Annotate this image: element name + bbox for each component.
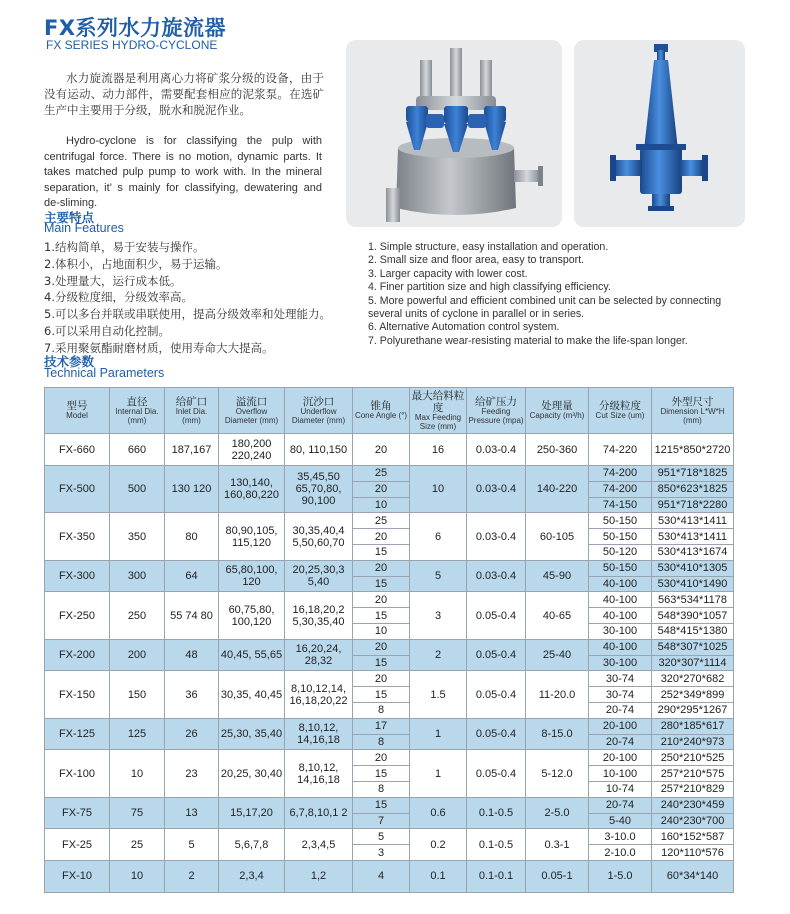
feature-cn-item: 5.可以多台并联或串联使用，提高分级效率和处理能力。 — [44, 307, 331, 322]
cell-max-feed: 6 — [410, 513, 467, 560]
cell-underflow: 16,20,24, 28,32 — [285, 639, 353, 671]
cell-angle: 15 — [353, 544, 410, 560]
feature-en-item: 3. Larger capacity with lower cost. — [368, 267, 528, 280]
cell-dim: 530*413*1411 — [652, 513, 734, 529]
header-max-feeding-size: 最大给料粒度 Max Feeding Size (mm) — [410, 388, 467, 434]
params-title-cn: 技术参数 — [44, 354, 95, 369]
cell-dim: 530*413*1674 — [652, 544, 734, 560]
cell-capacity: 2-5.0 — [526, 797, 589, 829]
cell-pressure: 0.1-0.5 — [467, 829, 526, 861]
header-cut-size: 分级粒度 Cut Size (um) — [589, 388, 652, 434]
feature-cn-item: 2.体积小，占地面积少，易于运输。 — [44, 256, 228, 271]
cell-model: FX-150 — [45, 671, 110, 718]
cell-dim: 280*185*617 — [652, 718, 734, 734]
cell-angle: 20 — [353, 560, 410, 576]
cell-max-feed: 0.1 — [410, 860, 467, 892]
technical-parameters-table — [44, 387, 734, 893]
cell-model: FX-25 — [45, 829, 110, 861]
cell-model: FX-660 — [45, 434, 110, 466]
cell-max-feed: 1 — [410, 718, 467, 750]
cell-dim: 530*410*1305 — [652, 560, 734, 576]
feature-en-item: 5. More powerful and efficient combined unit can be selected by connecting several units of cyclone in parallel or in series. — [368, 294, 722, 321]
cell-inlet: 5 — [165, 829, 219, 861]
intro-text-cn: 水力旋流器是利用离心力将矿浆分级的设备，由于没有运动、动力部件，需要配套相应的泥浆泵。在选矿生产中主要用于分级，脱水和脱泥作业。 — [44, 71, 324, 117]
cell-dim: 951*718*1825 — [652, 466, 734, 482]
feature-en-item: 7. Polyurethane wear-resisting material to make the life-span longer. — [368, 334, 688, 347]
cell-angle: 15 — [353, 655, 410, 671]
cell-model: FX-125 — [45, 718, 110, 750]
table-row — [45, 592, 734, 608]
cyclone-cluster-illustration — [346, 40, 562, 227]
feature-cn-item: 3.处理量大，运行成本低。 — [44, 273, 182, 288]
cell-dia: 300 — [110, 560, 165, 592]
cell-cut: 2-10.0 — [589, 845, 652, 861]
cell-dia: 250 — [110, 592, 165, 639]
cell-dim: 60*34*140 — [652, 860, 734, 892]
cell-capacity: 25-40 — [526, 639, 589, 671]
cell-underflow: 1,2 — [285, 860, 353, 892]
cyclone-cluster-photo — [346, 40, 562, 227]
cell-angle: 20 — [353, 639, 410, 655]
feature-en-item: 2. Small size and floor area, easy to transport. — [368, 254, 585, 267]
cell-cut: 10-74 — [589, 781, 652, 797]
cell-cut: 30-100 — [589, 623, 652, 639]
header-overflow-dia: 溢流口 Overflow Diameter (mm) — [219, 388, 285, 434]
cell-capacity: 140-220 — [526, 466, 589, 513]
cell-underflow: 8,10,12, 14,16,18 — [285, 750, 353, 797]
header-dimension: 外型尺寸 Dimension L*W*H (mm) — [652, 388, 734, 434]
cell-angle: 20 — [353, 434, 410, 466]
cell-pressure: 0.05-0.4 — [467, 639, 526, 671]
cell-cut: 50-150 — [589, 529, 652, 545]
cell-dim: 320*307*1114 — [652, 655, 734, 671]
cell-pressure: 0.03-0.4 — [467, 434, 526, 466]
cell-dia: 150 — [110, 671, 165, 718]
page-title-en: FX SERIES HYDRO-CYCLONE — [46, 38, 218, 52]
table-row — [45, 466, 734, 482]
header-inlet-dia: 给矿口 Inlet Dia. (mm) — [165, 388, 219, 434]
cell-capacity: 250-360 — [526, 434, 589, 466]
cell-angle: 8 — [353, 734, 410, 750]
cell-cut: 20-100 — [589, 750, 652, 766]
header-feeding-pressure: 给矿压力 Feeding Pressure (mpa) — [467, 388, 526, 434]
features-title-en: Main Features — [44, 221, 124, 235]
feature-en-item: 6. Alternative Automation control system. — [368, 321, 560, 334]
cell-model: FX-350 — [45, 513, 110, 560]
cell-cut: 20-74 — [589, 797, 652, 813]
cell-dim: 850*623*1825 — [652, 481, 734, 497]
table-row — [45, 560, 734, 576]
cell-cut: 30-74 — [589, 687, 652, 703]
features-list-cn — [44, 239, 331, 357]
cell-pressure: 0.1-0.1 — [467, 860, 526, 892]
cell-underflow: 8,10,12,14, 16,18,20,22 — [285, 671, 353, 718]
feature-cn-item: 6.可以采用自动化控制。 — [44, 323, 170, 338]
feature-en-item: 4. Finer partition size and high classifying efficiency. — [368, 281, 611, 294]
cell-max-feed: 2 — [410, 639, 467, 671]
params-title-en: Technical Parameters — [44, 366, 165, 380]
cell-overflow: 180,200 220,240 — [219, 434, 285, 466]
cell-dia: 10 — [110, 750, 165, 797]
cell-cut: 50-120 — [589, 544, 652, 560]
cell-angle: 15 — [353, 797, 410, 813]
table-row — [45, 829, 734, 845]
cell-dim: 160*152*587 — [652, 829, 734, 845]
cell-cut: 40-100 — [589, 576, 652, 592]
cell-underflow: 35,45,50 65,70,80, 90,100 — [285, 466, 353, 513]
table-row — [45, 671, 734, 687]
cell-inlet: 80 — [165, 513, 219, 560]
cell-model: FX-100 — [45, 750, 110, 797]
cell-underflow: 2,3,4,5 — [285, 829, 353, 861]
cell-cut: 74-150 — [589, 497, 652, 513]
cell-max-feed: 1.5 — [410, 671, 467, 718]
cell-angle: 17 — [353, 718, 410, 734]
cell-pressure: 0.05-0.4 — [467, 592, 526, 639]
cell-pressure: 0.03-0.4 — [467, 513, 526, 560]
cell-max-feed: 0.2 — [410, 829, 467, 861]
table-row — [45, 797, 734, 813]
cell-overflow: 60,75,80, 100,120 — [219, 592, 285, 639]
cell-angle: 10 — [353, 497, 410, 513]
cell-cut: 50-150 — [589, 513, 652, 529]
cell-angle: 25 — [353, 466, 410, 482]
cell-max-feed: 0.6 — [410, 797, 467, 829]
table-header-row — [45, 388, 734, 434]
features-title-cn: 主要特点 — [44, 210, 95, 225]
cell-cut: 10-100 — [589, 766, 652, 782]
features-list-en — [368, 241, 748, 348]
cell-dim: 320*270*682 — [652, 671, 734, 687]
cell-cut: 74-200 — [589, 466, 652, 482]
feature-en-item: 1. Simple structure, easy installation and operation. — [368, 241, 609, 253]
cell-inlet: 130 120 — [165, 466, 219, 513]
cell-cut: 1-5.0 — [589, 860, 652, 892]
cell-cut: 20-100 — [589, 718, 652, 734]
cell-cut: 30-100 — [589, 655, 652, 671]
cell-dia: 125 — [110, 718, 165, 750]
cell-inlet: 48 — [165, 639, 219, 671]
cell-dim: 1215*850*2720 — [652, 434, 734, 466]
cell-inlet: 64 — [165, 560, 219, 592]
cell-pressure: 0.03-0.4 — [467, 560, 526, 592]
cell-pressure: 0.05-0.4 — [467, 671, 526, 718]
header-model: 型号 Model — [45, 388, 110, 434]
cell-angle: 3 — [353, 845, 410, 861]
cell-max-feed: 16 — [410, 434, 467, 466]
cell-max-feed: 10 — [410, 466, 467, 513]
cell-dim: 548*415*1380 — [652, 623, 734, 639]
cell-pressure: 0.05-0.4 — [467, 718, 526, 750]
cell-inlet: 23 — [165, 750, 219, 797]
cell-capacity: 5-12.0 — [526, 750, 589, 797]
cell-underflow: 20,25,30,3 5,40 — [285, 560, 353, 592]
cell-inlet: 2 — [165, 860, 219, 892]
cell-angle: 8 — [353, 702, 410, 718]
feature-cn-item: 7.采用聚氨酯耐磨材质，使用寿命大大提高。 — [44, 340, 274, 355]
cell-dim: 530*413*1411 — [652, 529, 734, 545]
cell-overflow: 20,25, 30,40 — [219, 750, 285, 797]
cell-capacity: 0.05-1 — [526, 860, 589, 892]
cell-dim: 951*718*2280 — [652, 497, 734, 513]
cell-dia: 25 — [110, 829, 165, 861]
table-body — [45, 434, 734, 893]
cell-dim: 250*210*525 — [652, 750, 734, 766]
cell-angle: 4 — [353, 860, 410, 892]
cell-angle: 15 — [353, 687, 410, 703]
cell-pressure: 0.1-0.5 — [467, 797, 526, 829]
cell-dia: 500 — [110, 466, 165, 513]
cell-underflow: 8,10,12, 14,16,18 — [285, 718, 353, 750]
cell-model: FX-250 — [45, 592, 110, 639]
cell-cut: 20-74 — [589, 702, 652, 718]
cell-angle: 7 — [353, 813, 410, 829]
cell-capacity: 45-90 — [526, 560, 589, 592]
cell-dim: 210*240*973 — [652, 734, 734, 750]
cell-underflow: 30,35,40,4 5,50,60,70 — [285, 513, 353, 560]
cell-overflow: 80,90,105, 115,120 — [219, 513, 285, 560]
table-row — [45, 718, 734, 734]
cell-max-feed: 5 — [410, 560, 467, 592]
cell-cut: 50-150 — [589, 560, 652, 576]
cell-cut: 30-74 — [589, 671, 652, 687]
cell-angle: 15 — [353, 766, 410, 782]
cell-cut: 5-40 — [589, 813, 652, 829]
cell-cut: 40-100 — [589, 639, 652, 655]
cell-angle: 25 — [353, 513, 410, 529]
cell-underflow: 6,7,8,10,1 2 — [285, 797, 353, 829]
cell-angle: 20 — [353, 671, 410, 687]
cell-inlet: 36 — [165, 671, 219, 718]
cell-overflow: 130,140, 160,80,220 — [219, 466, 285, 513]
cell-underflow: 80, 110,150 — [285, 434, 353, 466]
cell-model: FX-200 — [45, 639, 110, 671]
cell-capacity: 40-65 — [526, 592, 589, 639]
intro-text-en: Hydro-cyclone is for classifying the pulp with centrifugal force. There is no motion, dynamic parts. It takes matched pulp pump to work with. In the mineral separation, it’ s mainly for classifying, dewatering and de-sliming. — [44, 135, 322, 209]
cell-angle: 8 — [353, 781, 410, 797]
header-cone-angle: 锥角 Cone Angle (°) — [353, 388, 410, 434]
table-row — [45, 639, 734, 655]
cell-overflow: 5,6,7,8 — [219, 829, 285, 861]
cell-dim: 563*534*1178 — [652, 592, 734, 608]
cell-model: FX-75 — [45, 797, 110, 829]
cell-overflow: 65,80,100, 120 — [219, 560, 285, 592]
cell-capacity: 11-20.0 — [526, 671, 589, 718]
cell-inlet: 55 74 80 — [165, 592, 219, 639]
cell-pressure: 0.05-0.4 — [467, 750, 526, 797]
cell-underflow: 16,18,20,2 5,30,35,40 — [285, 592, 353, 639]
cell-cut: 74-200 — [589, 481, 652, 497]
cell-pressure: 0.03-0.4 — [467, 466, 526, 513]
cell-angle: 15 — [353, 576, 410, 592]
cell-angle: 5 — [353, 829, 410, 845]
cell-dia: 200 — [110, 639, 165, 671]
table-row — [45, 860, 734, 892]
cell-max-feed: 1 — [410, 750, 467, 797]
table-row — [45, 750, 734, 766]
cell-dia: 350 — [110, 513, 165, 560]
cell-model: FX-10 — [45, 860, 110, 892]
cell-overflow: 15,17,20 — [219, 797, 285, 829]
cell-dim: 120*110*576 — [652, 845, 734, 861]
cell-cut: 74-220 — [589, 434, 652, 466]
cell-angle: 10 — [353, 623, 410, 639]
cell-dia: 75 — [110, 797, 165, 829]
header-underflow-dia: 沉沙口 Underflow Diameter (mm) — [285, 388, 353, 434]
cell-angle: 15 — [353, 608, 410, 624]
cell-cut: 20-74 — [589, 734, 652, 750]
cell-overflow: 2,3,4 — [219, 860, 285, 892]
cell-capacity: 0.3-1 — [526, 829, 589, 861]
cell-dim: 548*307*1025 — [652, 639, 734, 655]
cell-dia: 10 — [110, 860, 165, 892]
cell-inlet: 26 — [165, 718, 219, 750]
cell-model: FX-300 — [45, 560, 110, 592]
cell-cut: 40-100 — [589, 592, 652, 608]
page-title-cn: FX系列水力旋流器 — [44, 16, 227, 40]
cell-dim: 290*295*1267 — [652, 702, 734, 718]
cell-inlet: 187,167 — [165, 434, 219, 466]
header-capacity: 处理量 Capacity (m³/h) — [526, 388, 589, 434]
header-internal-dia: 直径 Internal Dia. (mm) — [110, 388, 165, 434]
cell-model: FX-500 — [45, 466, 110, 513]
cell-angle: 20 — [353, 481, 410, 497]
cell-capacity: 8-15.0 — [526, 718, 589, 750]
cell-dim: 257*210*829 — [652, 781, 734, 797]
cell-capacity: 60-105 — [526, 513, 589, 560]
single-cyclone-illustration — [574, 40, 745, 227]
cell-angle: 20 — [353, 529, 410, 545]
cell-dim: 240*230*459 — [652, 797, 734, 813]
cell-dim: 530*410*1490 — [652, 576, 734, 592]
cell-overflow: 40,45, 55,65 — [219, 639, 285, 671]
cell-dim: 548*390*1057 — [652, 608, 734, 624]
cell-max-feed: 3 — [410, 592, 467, 639]
cell-dim: 240*230*700 — [652, 813, 734, 829]
single-cyclone-photo — [574, 40, 745, 227]
cell-angle: 20 — [353, 750, 410, 766]
cell-dia: 660 — [110, 434, 165, 466]
table-row — [45, 434, 734, 466]
cell-inlet: 13 — [165, 797, 219, 829]
cell-dim: 257*210*575 — [652, 766, 734, 782]
cell-angle: 20 — [353, 592, 410, 608]
feature-cn-item: 4.分级粒度细，分级效率高。 — [44, 290, 193, 305]
feature-cn-item: 1.结构简单，易于安装与操作。 — [44, 240, 205, 254]
table-row — [45, 513, 734, 529]
cell-cut: 40-100 — [589, 608, 652, 624]
cell-overflow: 30,35, 40,45 — [219, 671, 285, 718]
cell-dim: 252*349*899 — [652, 687, 734, 703]
cell-overflow: 25,30, 35,40 — [219, 718, 285, 750]
cell-cut: 3-10.0 — [589, 829, 652, 845]
